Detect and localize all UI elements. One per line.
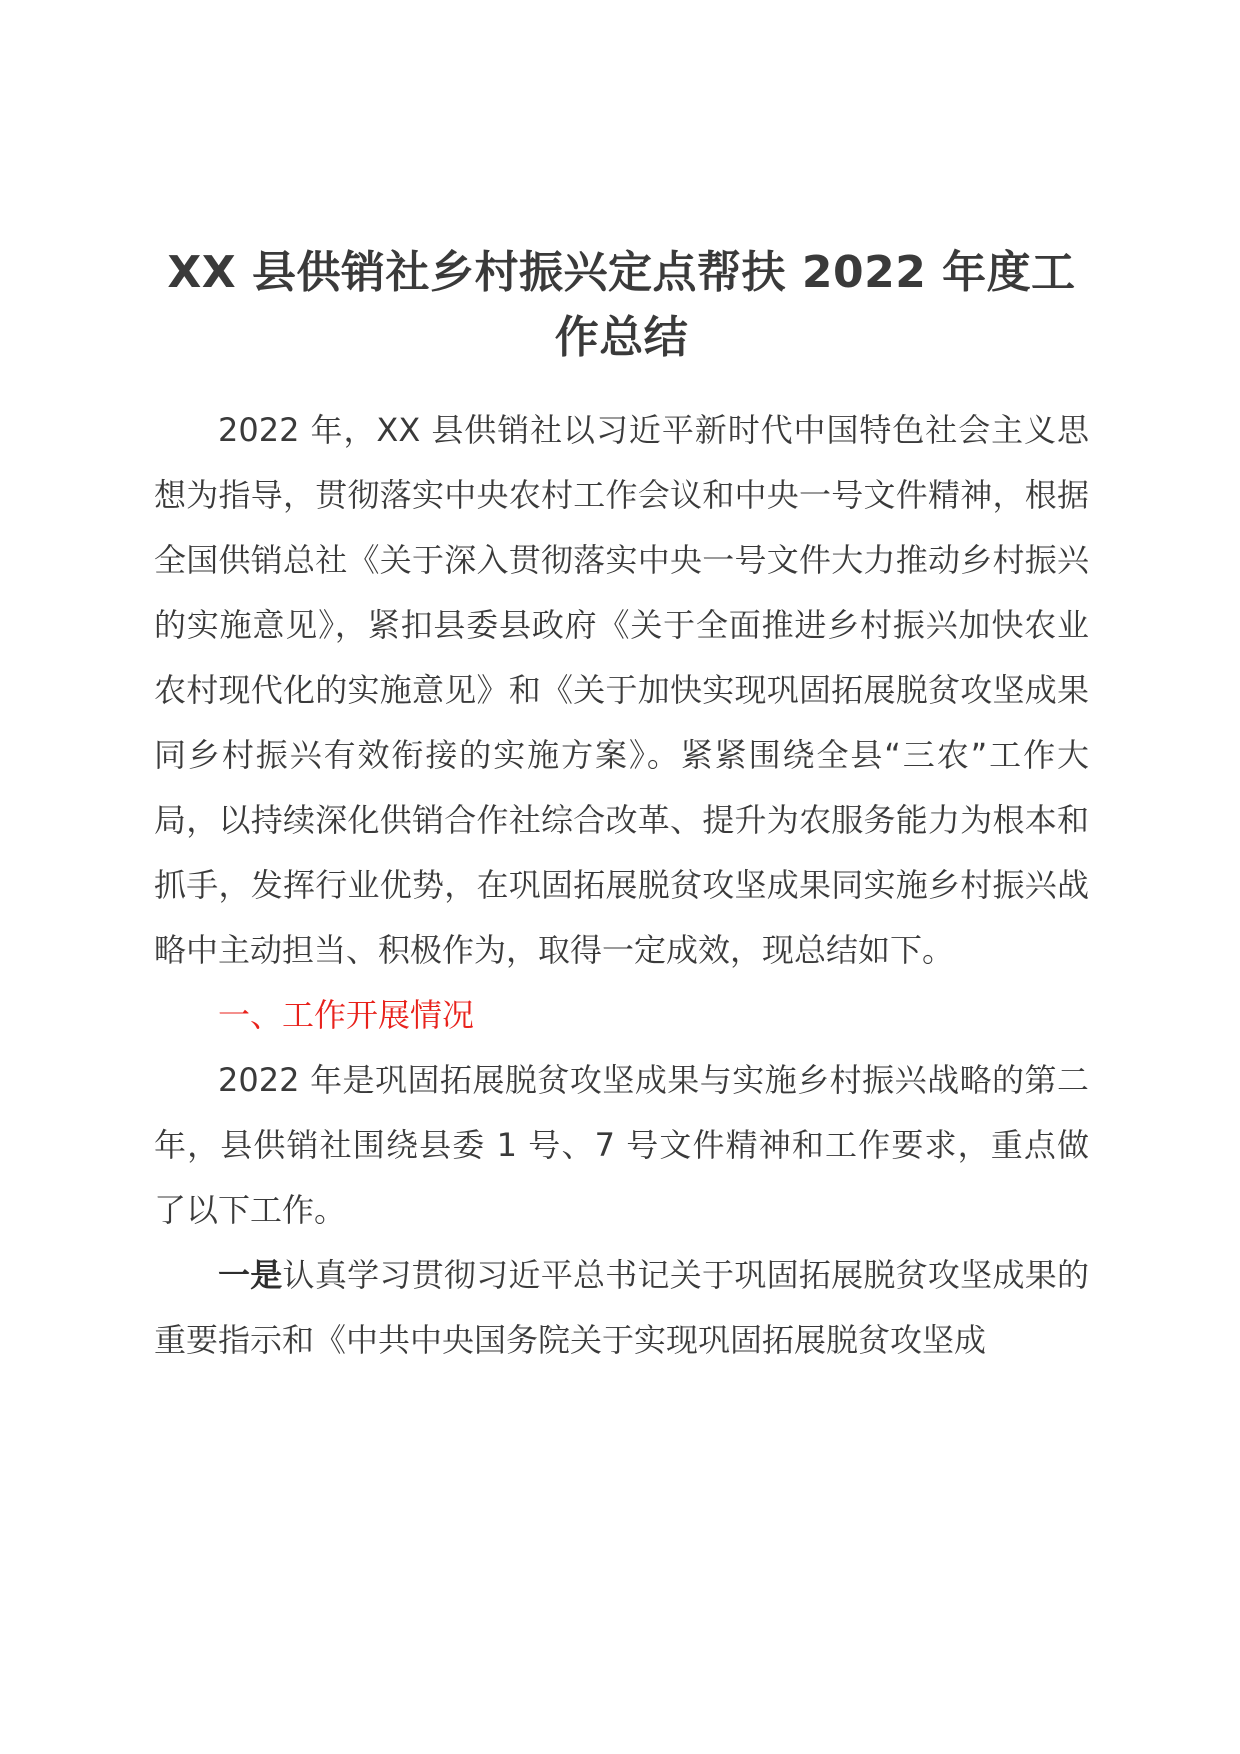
item-lead-label: 一是: [218, 1256, 283, 1294]
item-text: 认真学习贯彻习近平总书记关于巩固拓展脱贫攻坚成果的重要指示和《中共中央国务院关于实现巩固拓展脱贫攻坚成: [154, 1256, 1089, 1359]
intro-paragraph: 2022 年，XX 县供销社以习近平新时代中国特色社会主义思想为指导，贯彻落实中央农村工作会议和中央一号文件精神，根据全国供销总社《关于深入贯彻落实中央一号文件大力推动乡村振兴的实施意见》，紧扣县委县政府《关于全面推进乡村振兴加快农业农村现代化的实施意见》和《关于加快实现巩固拓展脱贫攻坚成果同乡村振兴有效衔接的实施方案》。紧紧围绕全县“三农”工作大局，以持续深化供销合作社综合改革、提升为农服务能力为根本和抓手，发挥行业优势，在巩固拓展脱贫攻坚成果同实施乡村振兴战略中主动担当、积极作为，取得一定成效，现总结如下。: [154, 411, 1089, 969]
item-paragraph-1: [154, 1243, 1089, 1373]
document-page: [154, 240, 1089, 1373]
section-paragraph: 2022 年是巩固拓展脱贫攻坚成果与实施乡村振兴战略的第二年，县供销社围绕县委 1 号、7 号文件精神和工作要求，重点做了以下工作。: [154, 1061, 1089, 1229]
title-line-2: 作总结: [554, 312, 689, 363]
document-title: [154, 240, 1089, 370]
title-line-1: XX 县供销社乡村振兴定点帮扶 2022 年度工: [167, 247, 1076, 298]
section-heading-work-progress: 一、工作开展情况: [218, 996, 475, 1034]
